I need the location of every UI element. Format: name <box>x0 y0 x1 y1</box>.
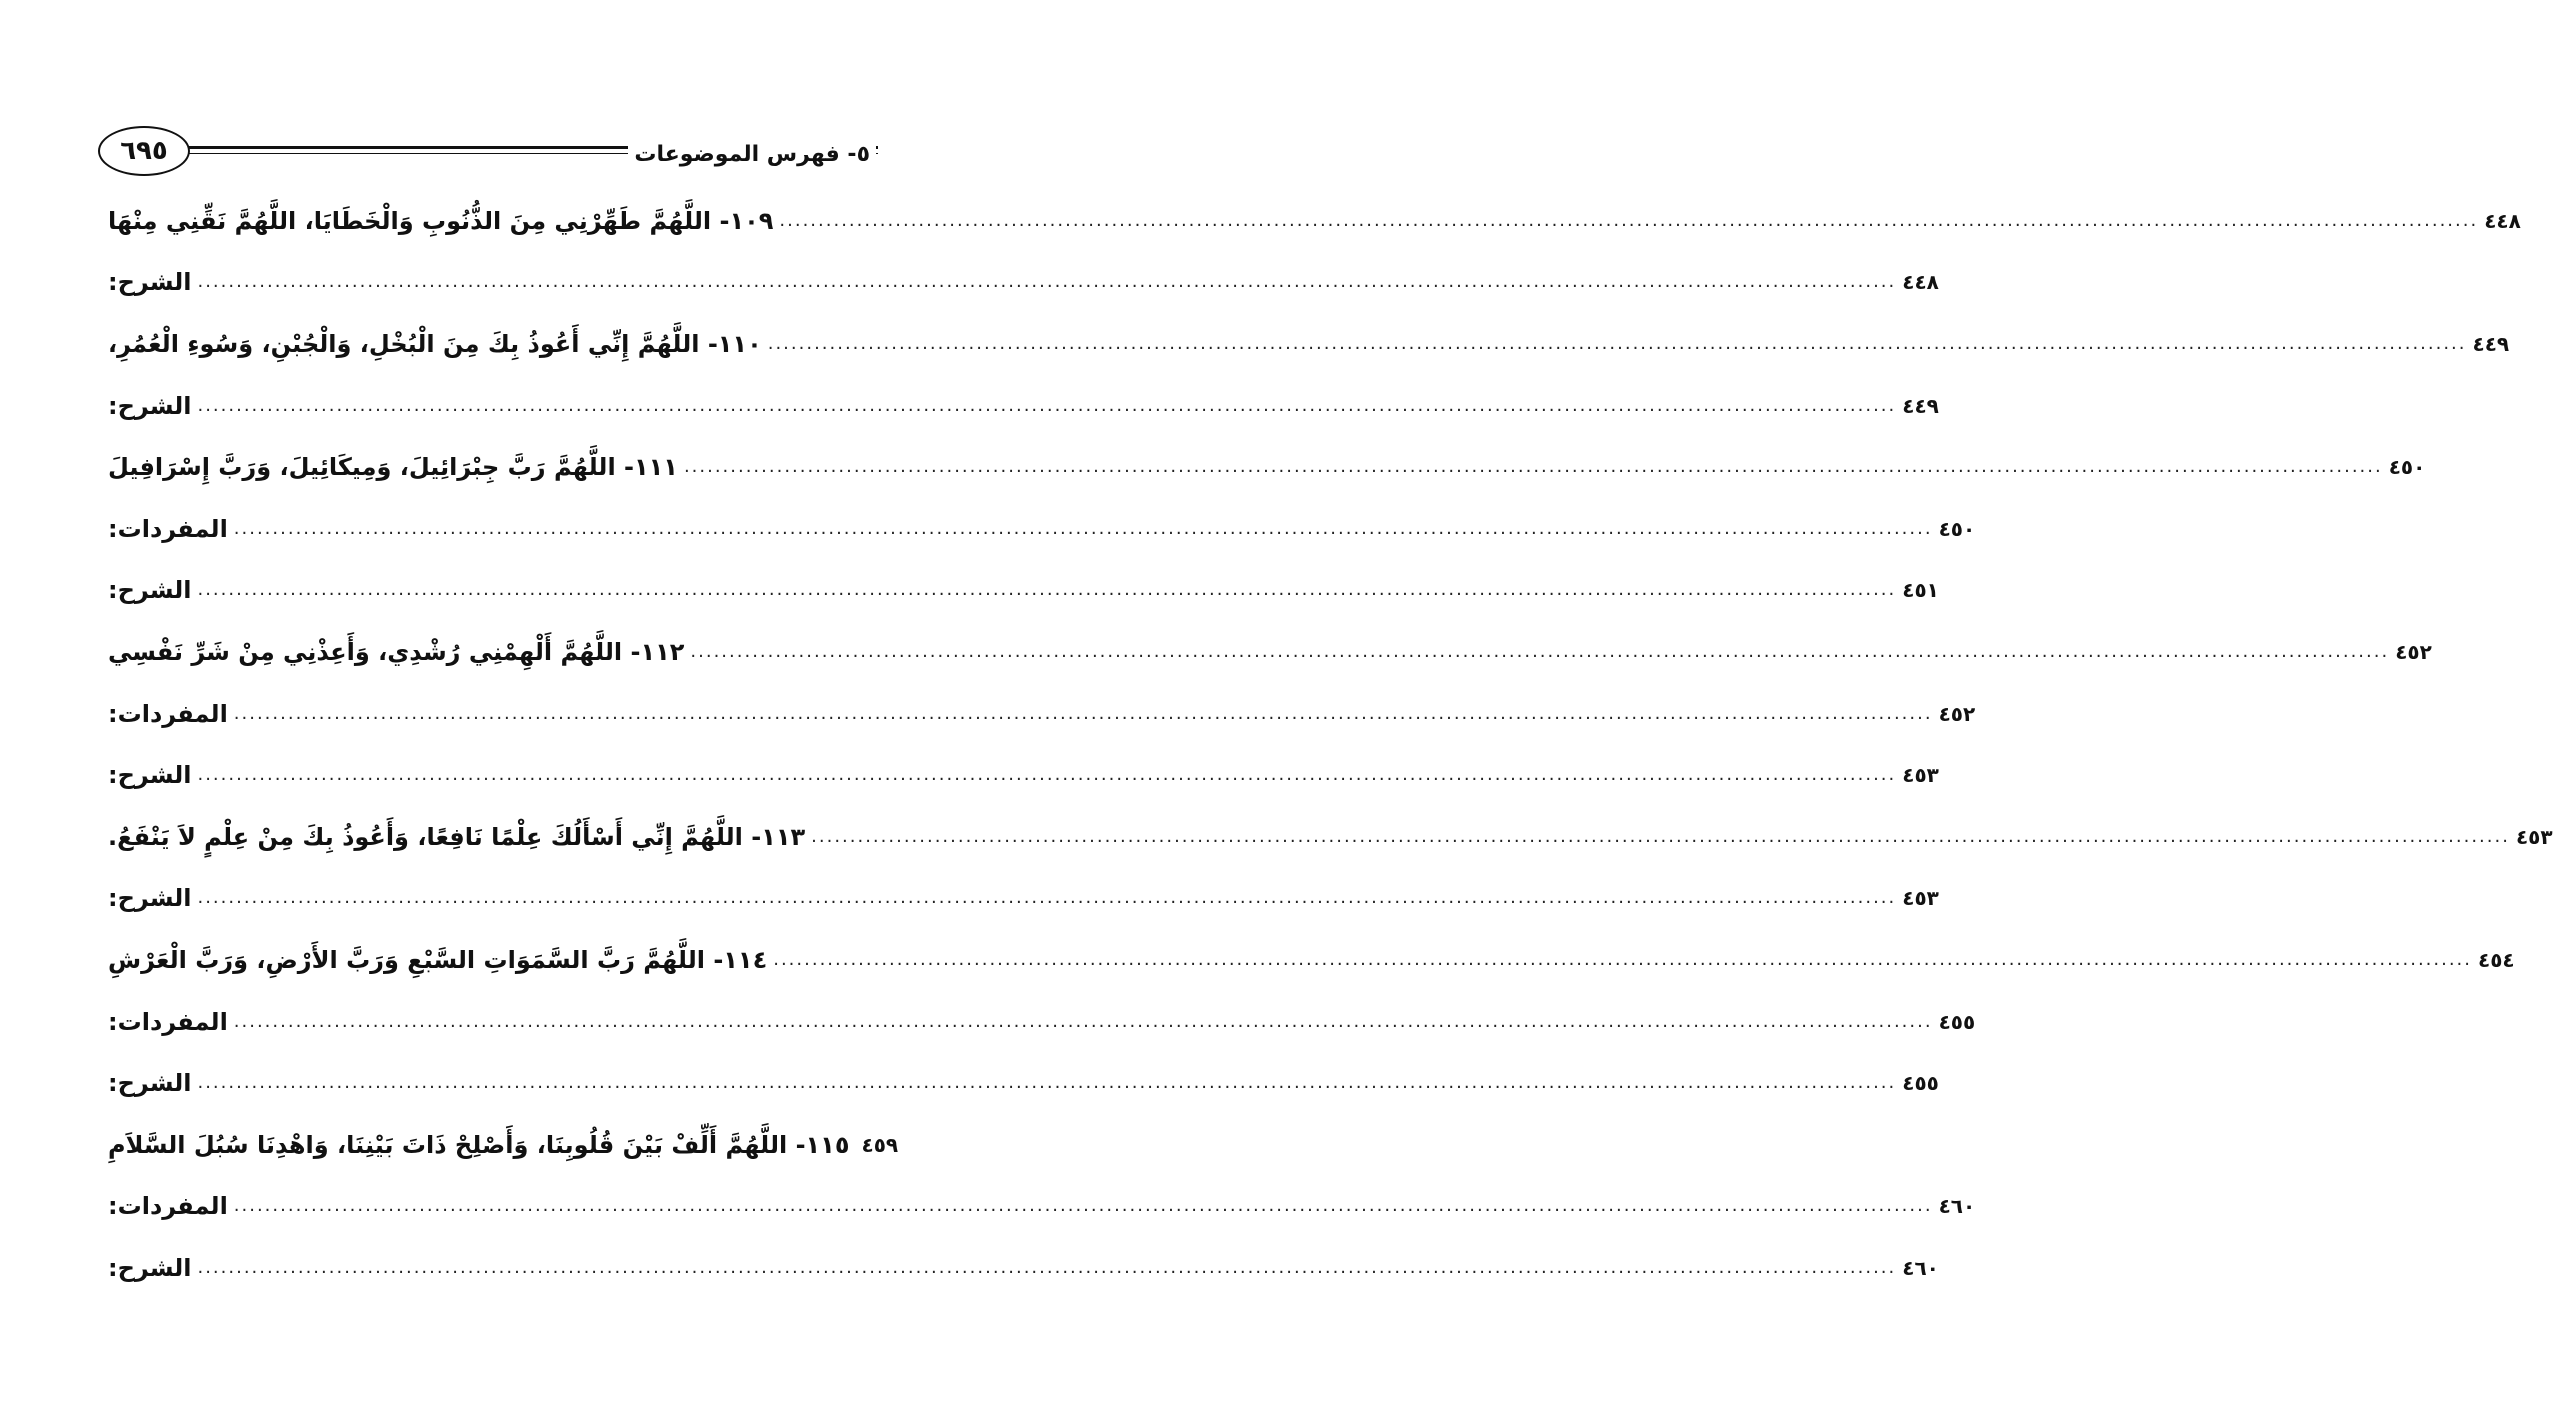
header-double-rule <box>186 142 878 167</box>
section-title: ٥- فهرس الموضوعات <box>628 142 876 167</box>
toc-entry-title: ١١٣- اللَّهُمَّ إِنِّي أَسْأَلُكَ عِلْمًا نَافِعًا، وَأَعُوذُ بِكَ مِنْ عِلْمٍ لاَ يَنْفَعُ. <box>108 822 806 851</box>
dot-leader: ............................................................................................................................................................................................................................ <box>767 332 2467 354</box>
dot-leader: ............................................................................................................................................................................................................................ <box>197 271 1897 293</box>
toc-entry <box>108 375 1939 437</box>
toc-entry-page: ٤٥٣ <box>1902 886 1939 911</box>
dot-leader: ............................................................................................................................................................................................................................ <box>690 640 2390 662</box>
toc-entry <box>108 313 2510 375</box>
dot-leader: ............................................................................................................................................................................................................................ <box>233 1195 1933 1217</box>
toc-entry-title: ١١٥- اللَّهُمَّ أَلِّفْ بَيْنَ قُلُوبِنَا، وَأَصْلِحْ ذَاتَ بَيْنِنَا، وَاهْدِنَا سُبُلَ السَّلاَمِ <box>108 1130 850 1159</box>
toc-entry <box>108 621 2432 683</box>
toc-entry-title: ١٠٩- اللَّهُمَّ طَهِّرْنِي مِنَ الذُّنُوبِ وَالْخَطَايَا، اللَّهُمَّ نَقِّنِي مِنْهَا <box>108 206 774 235</box>
dot-leader: ............................................................................................................................................................................................................................ <box>197 579 1897 601</box>
toc-entry-page: ٤٥١ <box>1902 578 1939 603</box>
toc-entry-page: ٤٥٢ <box>1938 701 1976 726</box>
table-of-contents <box>108 190 2553 1299</box>
toc-entry-title: الشرح: <box>108 884 192 913</box>
toc-entry-title: الشرح: <box>108 1069 192 1098</box>
toc-entry-page: ٤٥٥ <box>1902 1071 1939 1096</box>
toc-entry <box>108 929 2515 991</box>
toc-entry-page: ٤٤٨ <box>2484 208 2521 233</box>
dot-leader: ............................................................................................................................................................................................................................ <box>233 1010 1933 1032</box>
toc-entry-title: الشرح: <box>108 391 192 420</box>
toc-entry-title: الشرح: <box>108 268 192 297</box>
toc-entry <box>108 1114 899 1176</box>
toc-entry-title: المفردات: <box>108 1192 228 1221</box>
dot-leader: ............................................................................................................................................................................................................................ <box>811 825 2510 847</box>
toc-entry-title: المفردات: <box>108 514 228 543</box>
dot-leader: ............................................................................................................................................................................................................................ <box>197 1256 1897 1278</box>
toc-entry-page: ٤٦٠ <box>1938 1194 1976 1219</box>
toc-entry <box>108 991 1976 1053</box>
toc-entry-page: ٤٤٩ <box>1902 393 1939 418</box>
toc-entry-page: ٤٤٨ <box>1902 270 1939 295</box>
dot-leader: ............................................................................................................................................................................................................................ <box>197 394 1897 416</box>
toc-entry-title: المفردات: <box>108 1007 228 1036</box>
toc-entry-page: ٤٥٥ <box>1938 1009 1976 1034</box>
toc-entry <box>108 683 1976 745</box>
dot-leader: ............................................................................................................................................................................................................................ <box>197 887 1897 909</box>
toc-entry-page: ٤٤٩ <box>2472 331 2510 356</box>
toc-entry <box>108 806 2553 868</box>
page-number-oval <box>98 126 190 176</box>
dot-leader: ............................................................................................................................................................................................................................ <box>233 517 1933 539</box>
toc-entry-title: الشرح: <box>108 576 192 605</box>
toc-entry-title: المفردات: <box>108 699 228 728</box>
toc-entry <box>108 868 1939 930</box>
toc-entry-page: ٤٥٣ <box>2515 824 2553 849</box>
toc-entry-page: ٤٥٣ <box>1902 763 1939 788</box>
dot-leader: ............................................................................................................................................................................................................................ <box>779 209 2479 231</box>
dot-leader: ............................................................................................................................................................................................................................ <box>197 764 1897 786</box>
toc-entry-title: ١١١- اللَّهُمَّ رَبَّ جِبْرَائِيلَ، وَمِيكَائِيلَ، وَرَبَّ إِسْرَافِيلَ <box>108 453 678 482</box>
toc-entry-page: ٤٥٩ <box>861 1132 899 1157</box>
toc-entry-page: ٤٦٠ <box>1902 1255 1939 1280</box>
dot-leader: ............................................................................................................................................................................................................................ <box>683 456 2383 478</box>
toc-entry-title: ١١٤- اللَّهُمَّ رَبَّ السَّمَوَاتِ السَّبْعِ وَرَبَّ الأَرْضِ، وَرَبَّ الْعَرْشِ <box>108 945 768 974</box>
dot-leader: ............................................................................................................................................................................................................................ <box>233 702 1933 724</box>
toc-entry <box>108 252 1939 314</box>
toc-entry <box>108 1237 1939 1299</box>
toc-entry-page: ٤٥٠ <box>2388 455 2426 480</box>
toc-entry-page: ٤٥٢ <box>2395 639 2432 664</box>
toc-entry-title: ١١٠- اللَّهُمَّ إِنِّي أَعُوذُ بِكَ مِنَ الْبُخْلِ، وَالْجُبْنِ، وَسُوءِ الْعُمُرِ، <box>108 329 762 358</box>
toc-entry <box>108 436 2426 498</box>
toc-entry-title: الشرح: <box>108 1253 192 1282</box>
toc-entry <box>108 498 1976 560</box>
toc-entry-page: ٤٥٠ <box>1938 516 1976 541</box>
toc-entry <box>108 190 2521 252</box>
page-header <box>98 118 878 188</box>
toc-entry <box>108 1052 1939 1114</box>
toc-entry-title: ١١٢- اللَّهُمَّ أَلْهِمْنِي رُشْدِي، وَأَعِذْنِي مِنْ شَرِّ نَفْسِي <box>108 637 685 666</box>
toc-entry-title: الشرح: <box>108 761 192 790</box>
dot-leader: ............................................................................................................................................................................................................................ <box>197 1072 1897 1094</box>
toc-entry <box>108 560 1939 622</box>
toc-entry <box>108 744 1939 806</box>
page-number: ٦٩٥ <box>120 136 168 166</box>
dot-leader: ............................................................................................................................................................................................................................ <box>773 948 2473 970</box>
toc-entry <box>108 1176 1976 1238</box>
toc-entry-page: ٤٥٤ <box>2478 947 2515 972</box>
